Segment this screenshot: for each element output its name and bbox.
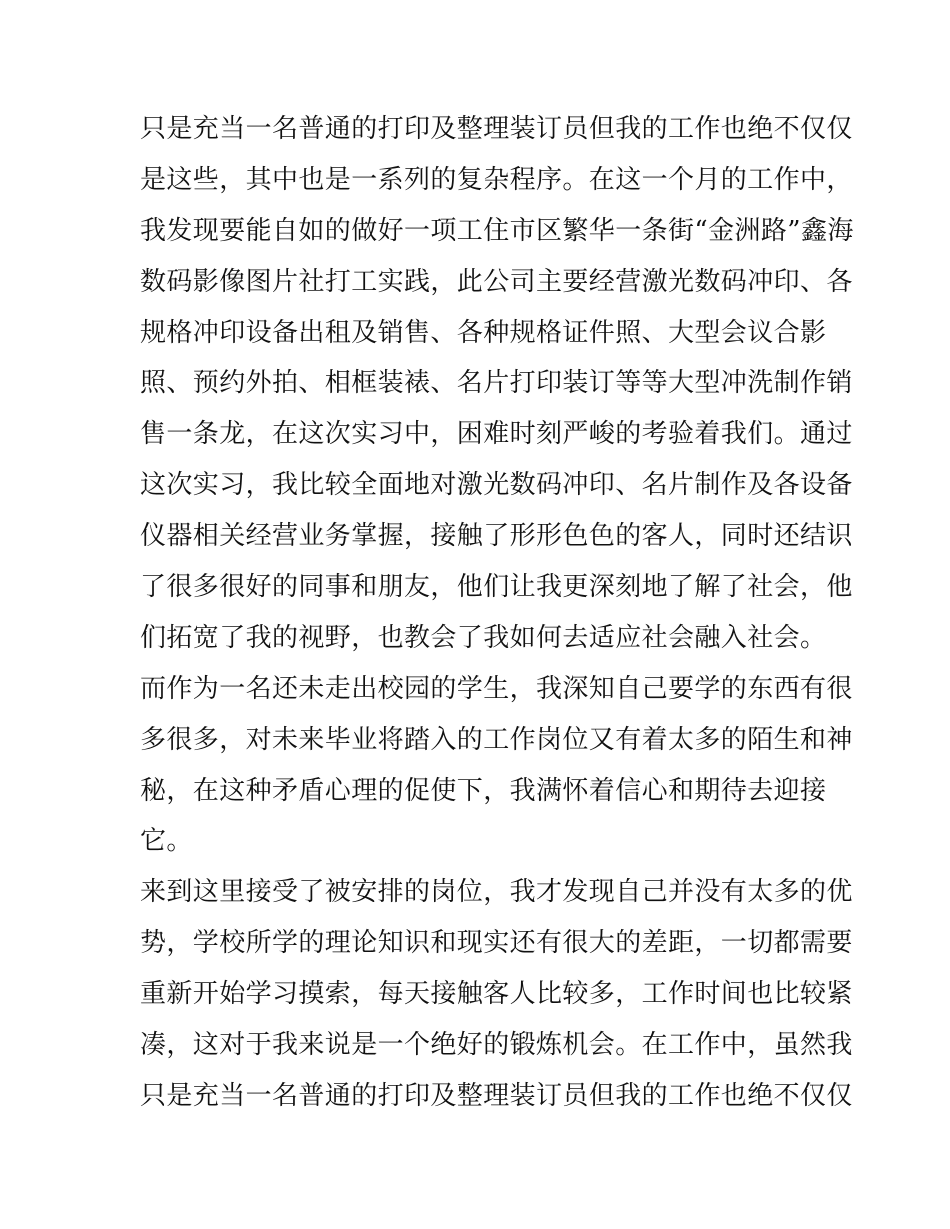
text-line: 们拓宽了我的视野，也教会了我如何去适应社会融入社会。 <box>140 622 827 653</box>
text-line: 来到这里接受了被安排的岗位，我才发现自己并没有太多的优 <box>140 877 853 908</box>
text-line: 我发现要能自如的做好一项工住市区繁华一条街“金洲路”鑫海 <box>140 215 854 246</box>
text-line: 是这些，其中也是一系列的复杂程序。在这一个月的工作中， <box>140 164 853 195</box>
text-line: 而作为一名还未走出校园的学生，我深知自己要学的东西有很 <box>140 673 853 704</box>
text-line: 这次实习，我比较全面地对激光数码冲印、名片制作及各设备 <box>140 470 853 501</box>
text-line: 只是充当一名普通的打印及整理装订员但我的工作也绝不仅仅 <box>140 114 853 144</box>
text-line: 照、预约外拍、相框装裱、名片打印装订等等大型冲洗制作销 <box>140 368 853 399</box>
text-line: 凑，这对于我来说是一个绝好的锻炼机会。在工作中，虽然我 <box>140 1030 853 1061</box>
text-line: 售一条龙，在这次实习中，困难时刻严峻的考验着我们。通过 <box>140 419 853 450</box>
text-line: 重新开始学习摸索，每天接触客人比较多，工作时间也比较紧 <box>140 979 853 1010</box>
text-line: 它。 <box>140 826 193 857</box>
text-line: 规格冲印设备出租及销售、各种规格证件照、大型会议合影 <box>140 317 827 348</box>
text-line: 仪器相关经营业务掌握，接触了形形色色的客人，同时还结识 <box>140 521 853 552</box>
body-text <box>140 104 854 1122</box>
text-line: 多很多，对未来毕业将踏入的工作岗位又有着太多的陌生和神 <box>140 724 853 755</box>
text-line: 数码影像图片社打工实践，此公司主要经营激光数码冲印、各 <box>140 266 853 297</box>
text-line: 了很多很好的同事和朋友，他们让我更深刻地了解了社会，他 <box>140 572 853 603</box>
text-line: 势，学校所学的理论知识和现实还有很大的差距，一切都需要 <box>140 928 853 959</box>
text-line: 秘，在这种矛盾心理的促使下，我满怀着信心和期待去迎接 <box>140 775 827 806</box>
text-line: 只是充当一名普通的打印及整理装订员但我的工作也绝不仅仅 <box>140 1080 853 1111</box>
